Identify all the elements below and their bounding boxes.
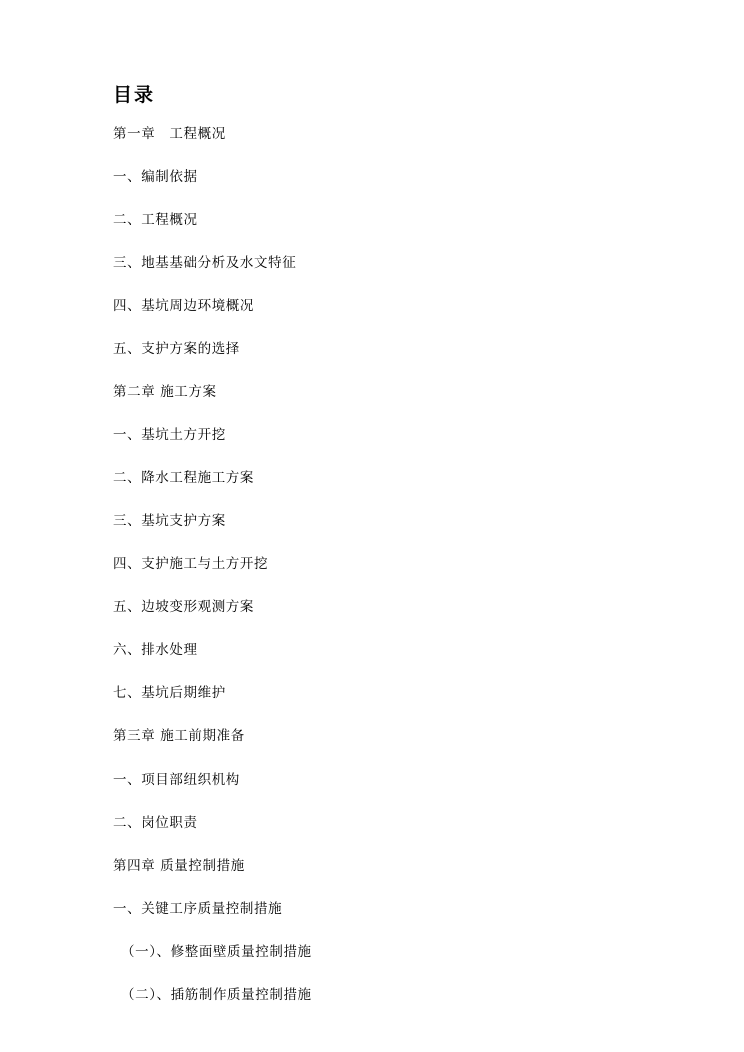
toc-entry[interactable]: 一、项目部纽织机构 xyxy=(113,771,240,788)
toc-entry[interactable]: 第一章 工程概况 xyxy=(113,125,226,142)
toc-entry[interactable]: 七、基坑后期维护 xyxy=(113,685,226,702)
page-content xyxy=(113,84,648,1030)
toc-entry[interactable]: 二、岗位职责 xyxy=(113,814,198,831)
toc-entry[interactable]: 三、基坑支护方案 xyxy=(113,513,226,530)
table-of-contents xyxy=(113,126,648,1004)
toc-entry[interactable]: 二、工程概况 xyxy=(113,211,198,228)
toc-entry[interactable]: 第四章 质量控制措施 xyxy=(113,857,245,874)
toc-entry[interactable]: 一、基坑土方开挖 xyxy=(113,427,226,444)
toc-entry[interactable]: 四、支护施工与土方开挖 xyxy=(113,556,269,573)
toc-entry[interactable]: 六、排水处理 xyxy=(113,642,198,659)
toc-entry[interactable]: 四、基坑周边环境概况 xyxy=(113,297,254,314)
page-title: 目录 xyxy=(113,84,156,106)
toc-entry[interactable]: 五、支护方案的选择 xyxy=(113,341,240,358)
toc-entry[interactable]: （一）、修整面壁质量控制措施 xyxy=(121,943,312,960)
toc-entry[interactable]: 二、降水工程施工方案 xyxy=(113,470,254,487)
toc-entry[interactable]: 第二章 施工方案 xyxy=(113,384,217,401)
toc-entry[interactable]: 第三章 施工前期准备 xyxy=(113,728,245,745)
toc-entry[interactable]: （二）、插筋制作质量控制措施 xyxy=(121,986,312,1003)
toc-entry[interactable]: 五、边坡变形观测方案 xyxy=(113,599,254,616)
toc-entry[interactable]: 一、编制依据 xyxy=(113,168,198,185)
toc-entry[interactable]: 一、关键工序质量控制措施 xyxy=(113,900,283,917)
toc-entry[interactable]: 三、地基基础分析及水文特征 xyxy=(113,254,297,271)
